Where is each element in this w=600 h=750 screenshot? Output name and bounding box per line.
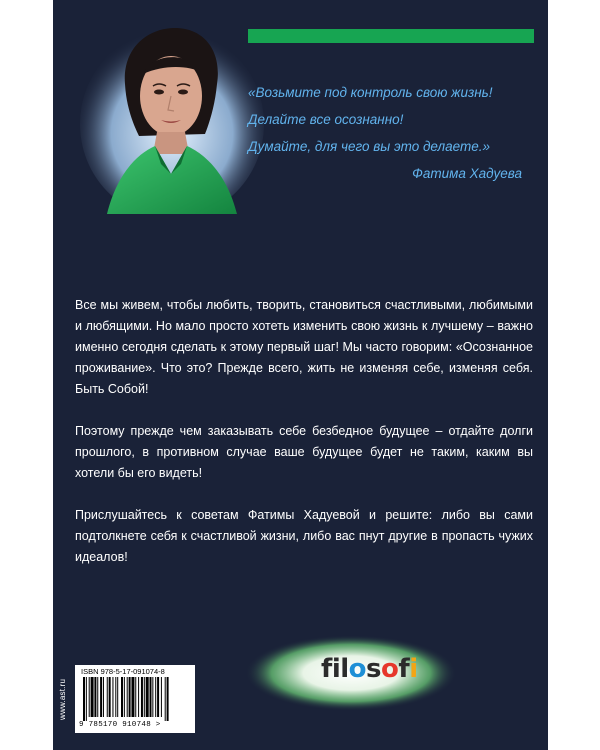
publisher-url: www.ast.ru	[58, 678, 67, 720]
publisher-logo	[321, 654, 418, 684]
barcode-graphic	[81, 677, 189, 721]
barcode-bar	[161, 677, 162, 717]
barcode-bar	[152, 677, 153, 717]
barcode-bar	[165, 677, 166, 721]
barcode-digits: 9 785170 910748 >	[79, 721, 161, 729]
quote-line: Делайте все осознанно!	[248, 112, 404, 127]
logo-letter: f	[398, 654, 410, 684]
blurb-paragraph: Поэтому прежде чем заказывать себе безбедное будущее – отдайте долги прошлого, в противном случае ваше будущее будет не таким, каким вы хотели бы его видеть!	[75, 424, 533, 480]
barcode-bar	[89, 677, 90, 717]
logo-letter: f	[321, 654, 332, 684]
isbn-label: ISBN 978-5-17-091074-8	[81, 667, 165, 676]
barcode-bar	[107, 677, 108, 717]
quote-line: Думайте, для чего вы это делаете.»	[248, 139, 490, 154]
barcode-bar	[131, 677, 134, 717]
author-portrait	[77, 14, 265, 214]
barcode-bar	[155, 677, 156, 717]
barcode-bar	[150, 677, 152, 717]
barcode-bar	[121, 677, 123, 717]
barcode-bar	[86, 677, 87, 721]
logo-letter: i	[409, 654, 418, 684]
barcode-bar	[83, 677, 85, 721]
blurb-paragraph: Все мы живем, чтобы любить, творить, становиться счастливыми, любимыми и любящими. Но мало просто хотеть изменить свою жизнь к лучшему – важно именно сегодня сделать к этому первый шаг! Мы часто говорим: «Осознанное проживание». Что это? Прежде всего, жить не изменяя себе, изменяя себя. Быть Собой!	[75, 298, 533, 396]
author-quote	[248, 79, 538, 187]
blurb-paragraph: Прислушайтесь к советам Фатимы Хадуевой и решите: либо вы сами подтолкнете себя к счастливой жизни, либо вас пнут другие в пропасть чужих идеалов!	[75, 508, 533, 564]
barcode-bar	[157, 677, 159, 717]
barcode-bar	[124, 677, 125, 717]
barcode-bar	[91, 677, 94, 717]
barcode-bar	[97, 677, 98, 717]
blurb	[75, 295, 533, 589]
barcode-bar	[127, 677, 128, 717]
barcode-bar	[129, 677, 131, 717]
barcode-bar	[144, 677, 145, 717]
barcode-bar	[103, 677, 104, 717]
barcode-bar	[109, 677, 111, 717]
barcode-bar	[167, 677, 169, 721]
quote-line: «Возьмите под контроль свою жизнь!	[248, 85, 493, 100]
barcode-bar	[117, 677, 118, 717]
barcode-bar	[146, 677, 149, 717]
barcode-bar	[112, 677, 113, 717]
barcode-bar	[100, 677, 102, 717]
barcode-bar	[141, 677, 143, 717]
barcode-bar	[94, 677, 96, 717]
barcode-bar	[138, 677, 139, 717]
barcode-bar	[115, 677, 116, 717]
logo-letter: l	[340, 654, 349, 684]
barcode-panel	[75, 665, 195, 733]
logo-letter: i	[331, 654, 341, 684]
logo-letter: o	[348, 654, 367, 684]
book-back-cover	[53, 0, 548, 750]
quote-author: Фатима Хадуева	[412, 166, 522, 181]
barcode-bar	[135, 677, 136, 717]
accent-bar	[248, 29, 534, 43]
logo-letter: s	[366, 654, 382, 684]
logo-letter: o	[381, 654, 399, 684]
